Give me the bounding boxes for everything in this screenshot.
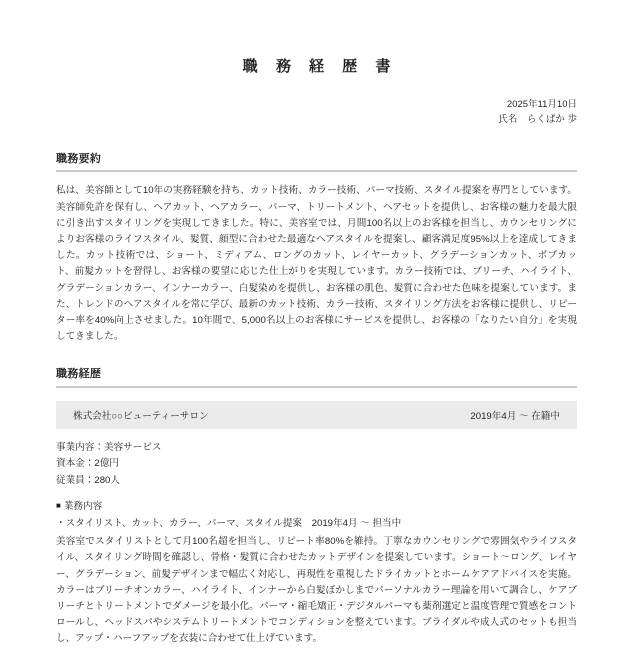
experience-heading: 職務経歴 bbox=[56, 367, 577, 387]
company-fact-capital: 資本金：2億円 bbox=[56, 458, 119, 470]
duties-subheading-label: 業務内容 bbox=[63, 501, 103, 513]
document-date: 2025年11月10日 bbox=[506, 99, 577, 110]
duty-role-line: ・スタイリスト、カット、カラー、パーマ、スタイル提案 2019年4月 ～ 担当中 bbox=[56, 517, 402, 529]
duty-detail-text: 美容室でスタイリストとして月100名超を担当し、リピート率80%を維持。丁寧なカウンセリングで雰囲気やライフスタイル、スタイリング時間を確認し、骨格・髪質に合わせたカットデザインを提案しています。ショート～ロング、レイヤー、グラデーション、前髪デザインまで幅広く対応し、再現性を重視したドライカットとホームケアアドバイスを実施。カラーはブリーチオンカラー、ハイライト、インナーから白髪ぼかしまでパーソナルカラー理論を用いて調合し、ケアブリーチとトリートメントでダメージを最小化。パーマ・縮毛矯正・デジタルパーマも薬剤選定と温度管理で質感をコントロールし、ヘッドスパやシステムトリートメントでコンディションを整えています。ブライダルや成人式のセットも担当し、アップ・ハーフアップを衣装に合わせて仕上げています。 bbox=[56, 536, 577, 645]
company-fact-employees: 従業員：280人 bbox=[56, 474, 120, 486]
summary-body: 私は、美容師として10年の実務経験を持ち、カット技術、カラー技術、パーマ技術、スタイル提案を専門としています。美容師免許を保有し、ヘアカット、ヘアカラー、パーマ、トリートメント、ヘアセットを提供し、お客様の魅力を最大限に引き出すスタイリングを実現してきました。特に、美容室では、月間100名以上のお客様を担当し、カウンセリングによりお客様のライフスタイル、髪質、顔型に合わせた最適なヘアスタイルを提案し、顧客満足度95%以上を達成してきました。カット技術では、ショート、ミディアム、ロングのカット、レイヤーカット、グラデーションカット、ボブカット、前髪カットを習得し、お客様の要望に応じた仕上がりを実現しています。カラー技術では、ブリーチ、ハイライト、グラデーションカラー、インナーカラー、白髪染めを提供し、お客様の肌色、髪質に合わせた色味を提案しています。また、トレンドのヘアスタイルを常に学び、最新のカット技術、カラー技術、スタイリング方法をお客様に提供し、リピーター率を40%向上させました。10年間で、5,000名以上のお客様にサービスを提供し、お客様の「なりたい自分」を実現してきました。 bbox=[56, 185, 577, 343]
company-period: 2019年4月 ～ 在籍中 bbox=[470, 410, 560, 422]
summary-section bbox=[56, 152, 577, 345]
company-header-bar bbox=[56, 401, 577, 429]
square-bullet-icon: ■ bbox=[56, 501, 61, 511]
applicant-name: 氏名 らくぱか 歩 bbox=[498, 114, 577, 125]
experience-section bbox=[56, 367, 577, 647]
company-fact-business: 事業内容：美容サービス bbox=[56, 441, 162, 453]
page-title: 職 務 経 歴 書 bbox=[242, 58, 398, 75]
document-meta bbox=[56, 97, 577, 127]
company-facts bbox=[56, 440, 577, 490]
duties-subheading bbox=[56, 498, 577, 516]
company-name: 株式会社○○ビューティーサロン bbox=[73, 410, 209, 422]
summary-heading: 職務要約 bbox=[56, 152, 577, 172]
